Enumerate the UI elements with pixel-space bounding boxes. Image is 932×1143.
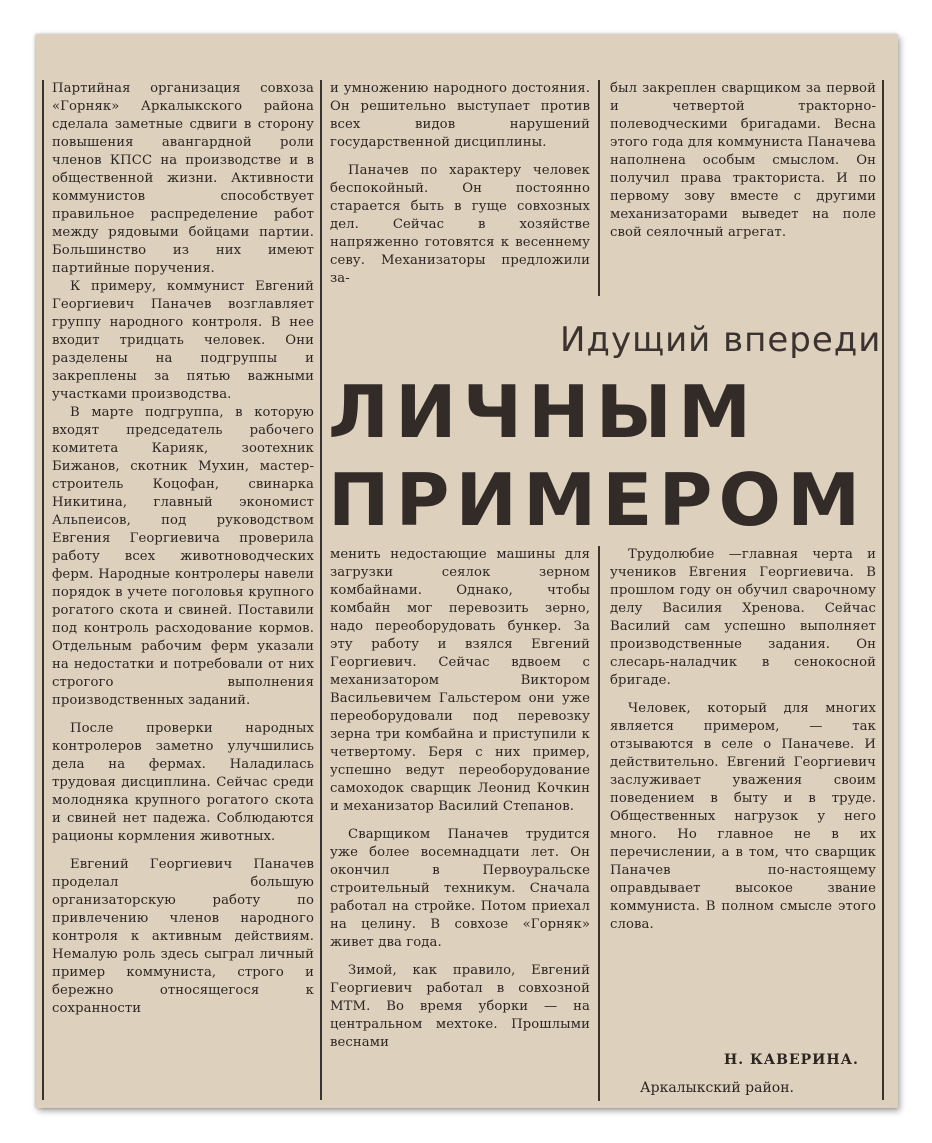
paragraph: В марте подгруппа, в которую входят председатель рабочего комитета Карияк, зоотехник Бижанов, скотник Мухин, мастер-строитель Коцофан, свинарка Никитина, главный экономист Альпеисов, под руководством Евгения Георгиевича проверила работу всех животноводческих ферм. Народные контролеры навели порядок в учете поголовья крупного рогатого скота и свиней. Поставили под контроль расходование кормов. Отдельным рабочим ферм указали на недостатки и потребовали от них строгого выполнения производственных заданий. — [52, 405, 314, 708]
paragraph: После проверки народных контролеров заметно улучшились дела на фермах. Наладилась трудовая дисциплина. Сейчас среди молодняка крупного рогатого скота и свиней нет падежа. Соблюдаются рационы кормления животных. — [52, 721, 314, 844]
article-headline — [328, 368, 898, 544]
column-rule-left — [42, 80, 44, 1100]
column-rule-2-top — [598, 80, 600, 296]
paragraph: Трудолюбие —главная черта и учеников Евгения Георгиевича. В прошлом году он обучил сварочному делу Василия Хренова. Сейчас Василий сам успешно выполняет производственные задания. Он слесарь-наладчик в сенокосной бригаде. — [610, 547, 876, 688]
column-rule-right — [882, 80, 884, 1100]
paragraph: Паначев по характеру человек беспокойный. Он постоянно старается быть в гуще совхозных дел. Сейчас в хозяйстве напряженно готовятся к весеннему севу. Механизаторы предложили за- — [330, 163, 590, 286]
paragraph: К примеру, коммунист Евгений Георгиевич Паначев возглавляет группу народного контроля. В нее входит тридцать человек. Они разделены на подгруппы и закреплены за пятью важными участками производства. — [52, 279, 314, 402]
article-kicker: Идущий впереди — [560, 320, 882, 360]
paragraph: Сварщиком Паначев трудится уже более восемнадцати лет. Он окончил в Первоуральске строительный техникум. Сначала работал на стройке. Потом приехал на целину. В совхозе «Горняк» живет два года. — [330, 827, 590, 950]
paragraph: был закреплен сварщиком за первой и четвертой тракторно-полеводческими бригадами. Весна этого года для коммуниста Паначева наполнена особым смыслом. Он получил права тракториста. И по первому зову вместе с другими механизаторами выведет на поле свой сеялочный агрегат. — [610, 81, 876, 240]
author-signature: Н. КАВЕРИНА. — [724, 1052, 859, 1068]
paragraph: Евгений Георгиевич Паначев проделал большую организаторскую работу по привлечению членов народного контроля к активным действиям. Немалую роль здесь сыграл личный пример коммуниста, строго и бережно относящегося к сохранности — [52, 857, 314, 1016]
column-1 — [52, 80, 314, 1018]
author-location: Аркалыкский район. — [640, 1080, 794, 1096]
column-3-top — [610, 80, 876, 242]
column-2-top — [330, 80, 590, 288]
column-rule-1 — [320, 80, 322, 1100]
paragraph: Партийная организация совхоза «Горняк» Аркалыкского района сделала заметные сдвиги в сторону повышения авангардной роли членов КПСС на производстве и в общественной жизни. Активности коммунистов способствует правильное распределение работ между рядовыми бойцами партии. Большинство из них имеют партийные поручения. — [52, 81, 314, 276]
column-rule-2-bottom — [598, 546, 600, 1101]
newspaper-clipping — [36, 34, 898, 1108]
paragraph: Зимой, как правило, Евгений Георгиевич работал в совхозной МТМ. Во время уборки — на центральном мехтоке. Прошлыми веснами — [330, 963, 590, 1050]
paragraph: Человек, который для многих является примером, — так отзываются в селе о Паначеве. И действительно. Евгений Георгиевич заслуживает уважения своим поведением в быту и в труде. Общественных нагрузок у него много. Но главное не в их перечислении, а в том, что сварщик Паначев по-настоящему оправдывает высокое звание коммуниста. В полном смысле этого слова. — [610, 701, 876, 932]
column-3-bottom — [610, 546, 876, 934]
column-2-bottom — [330, 546, 590, 1052]
paragraph: менить недостающие машины для загрузки сеялок зерном комбайнами. Однако, чтобы комбайн мог перевозить зерно, надо переоборудовать бункер. За эту работу и взялся Евгений Георгиевич. Сейчас вдвоем с механизатором Виктором Васильевичем Гальстером они уже переоборудовали под перевозку зерна три комбайна и приступили к четвертому. Беря с них пример, успешно ведут переоборудование самоходок сварщик Леонид Кочкин и механизатор Василий Степанов. — [330, 547, 590, 814]
headline-line-2: ПРИМЕРОМ — [328, 458, 867, 542]
paragraph: и умножению народного достояния. Он решительно выступает против всех видов нарушений государственной дисциплины. — [330, 81, 590, 150]
headline-line-1: ЛИЧНЫМ — [328, 370, 758, 454]
